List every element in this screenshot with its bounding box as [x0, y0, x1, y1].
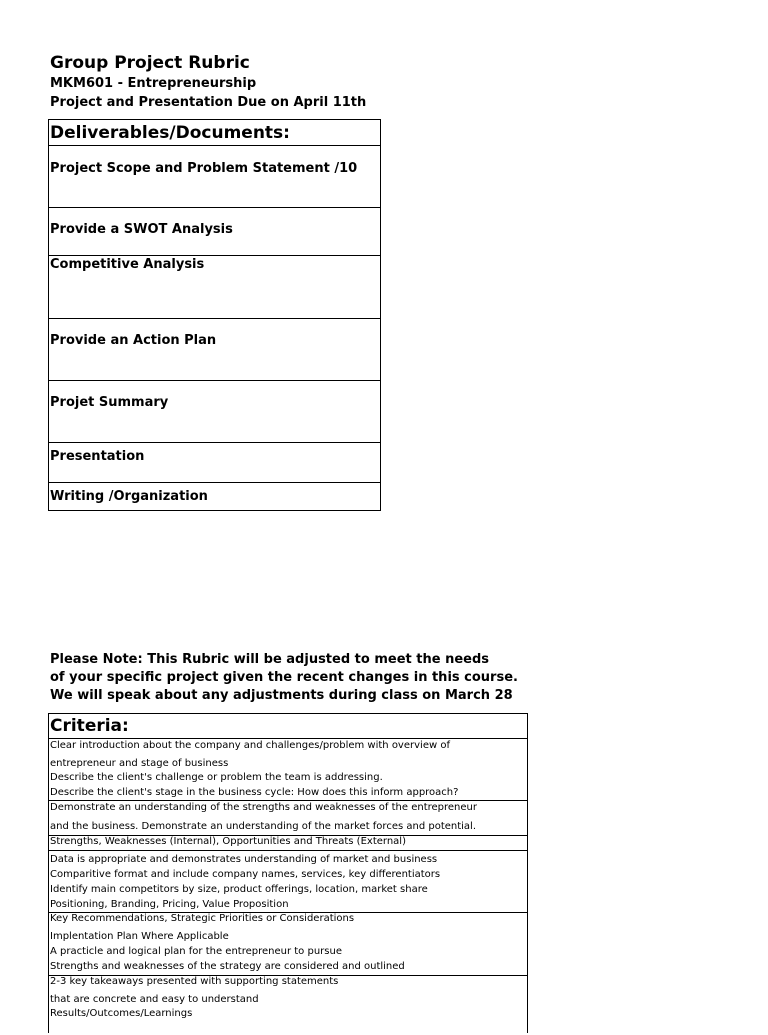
deliverable-row	[49, 145, 380, 207]
deliverable-label: Presentation	[50, 449, 145, 464]
criteria-cell	[49, 912, 527, 975]
criteria-line: Describe the client's challenge or problem the team is addressing.	[50, 772, 383, 783]
deliverable-label: Provide an Action Plan	[50, 333, 217, 348]
course-name: MKM601 - Entrepreneurship	[50, 76, 257, 91]
criteria-line: Implentation Plan Where Applicable	[50, 931, 229, 942]
criteria-cell	[49, 738, 527, 800]
criteria-line: Results/Outcomes/Learnings	[50, 1008, 193, 1019]
criteria-line: Describe the client's stage in the business cycle: How does this inform approach?	[50, 787, 459, 798]
deliverable-row	[49, 442, 380, 482]
deliverable-row	[49, 482, 380, 510]
criteria-line: Positioning, Branding, Pricing, Value Proposition	[50, 899, 289, 910]
deliverable-label: Projet Summary	[50, 395, 169, 410]
due-date: Project and Presentation Due on April 11th	[50, 95, 367, 110]
criteria-line: entrepreneur and stage of business	[50, 758, 229, 769]
note-line: We will speak about any adjustments during class on March 28	[50, 688, 513, 703]
criteria-line: Key Recommendations, Strategic Priorities or Considerations	[50, 913, 355, 924]
criteria-cell	[49, 975, 527, 1035]
criteria-line: Demonstrate an understanding of the strengths and weaknesses of the entrepreneur	[50, 802, 477, 813]
deliverable-row	[49, 380, 380, 442]
deliverable-row	[49, 207, 380, 255]
deliverables-heading: Deliverables/Documents:	[50, 123, 290, 143]
criteria-cell	[49, 835, 527, 850]
criteria-header	[49, 714, 527, 738]
deliverables-table	[48, 119, 381, 511]
criteria-line: Identify main competitors by size, product offerings, location, market share	[50, 884, 428, 895]
criteria-line: Strengths and weaknesses of the strategy are considered and outlined	[50, 961, 405, 972]
deliverable-label: Writing /Organization	[50, 489, 208, 504]
criteria-line: Comparitive format and include company names, services, key differentiators	[50, 869, 441, 880]
criteria-cell	[49, 850, 527, 912]
criteria-line: Data is appropriate and demonstrates understanding of market and business	[50, 854, 438, 865]
deliverable-label: Competitive Analysis	[50, 257, 205, 272]
criteria-line: Clear introduction about the company and challenges/problem with overview of	[50, 740, 450, 751]
deliverables-header	[49, 120, 380, 145]
note-line: Please Note: This Rubric will be adjusted to meet the needs	[50, 652, 490, 667]
criteria-cell	[49, 800, 527, 835]
criteria-line: Strengths, Weaknesses (Internal), Opportunities and Threats (External)	[50, 836, 406, 847]
criteria-line: A practicle and logical plan for the entrepreneur to pursue	[50, 946, 342, 957]
note-line: of your specific project given the recent changes in this course.	[50, 670, 518, 685]
deliverable-row	[49, 255, 380, 318]
criteria-table	[48, 713, 528, 1033]
deliverable-label: Provide a SWOT Analysis	[50, 222, 233, 237]
criteria-line: and the business. Demonstrate an understanding of the market forces and potential.	[50, 821, 477, 832]
deliverable-row	[49, 318, 380, 380]
criteria-line: that are concrete and easy to understand	[50, 994, 259, 1005]
criteria-line: 2-3 key takeaways presented with supporting statements	[50, 976, 339, 987]
criteria-heading: Criteria:	[50, 716, 129, 736]
deliverable-label: Project Scope and Problem Statement /10	[50, 161, 358, 176]
page-title: Group Project Rubric	[50, 53, 250, 73]
